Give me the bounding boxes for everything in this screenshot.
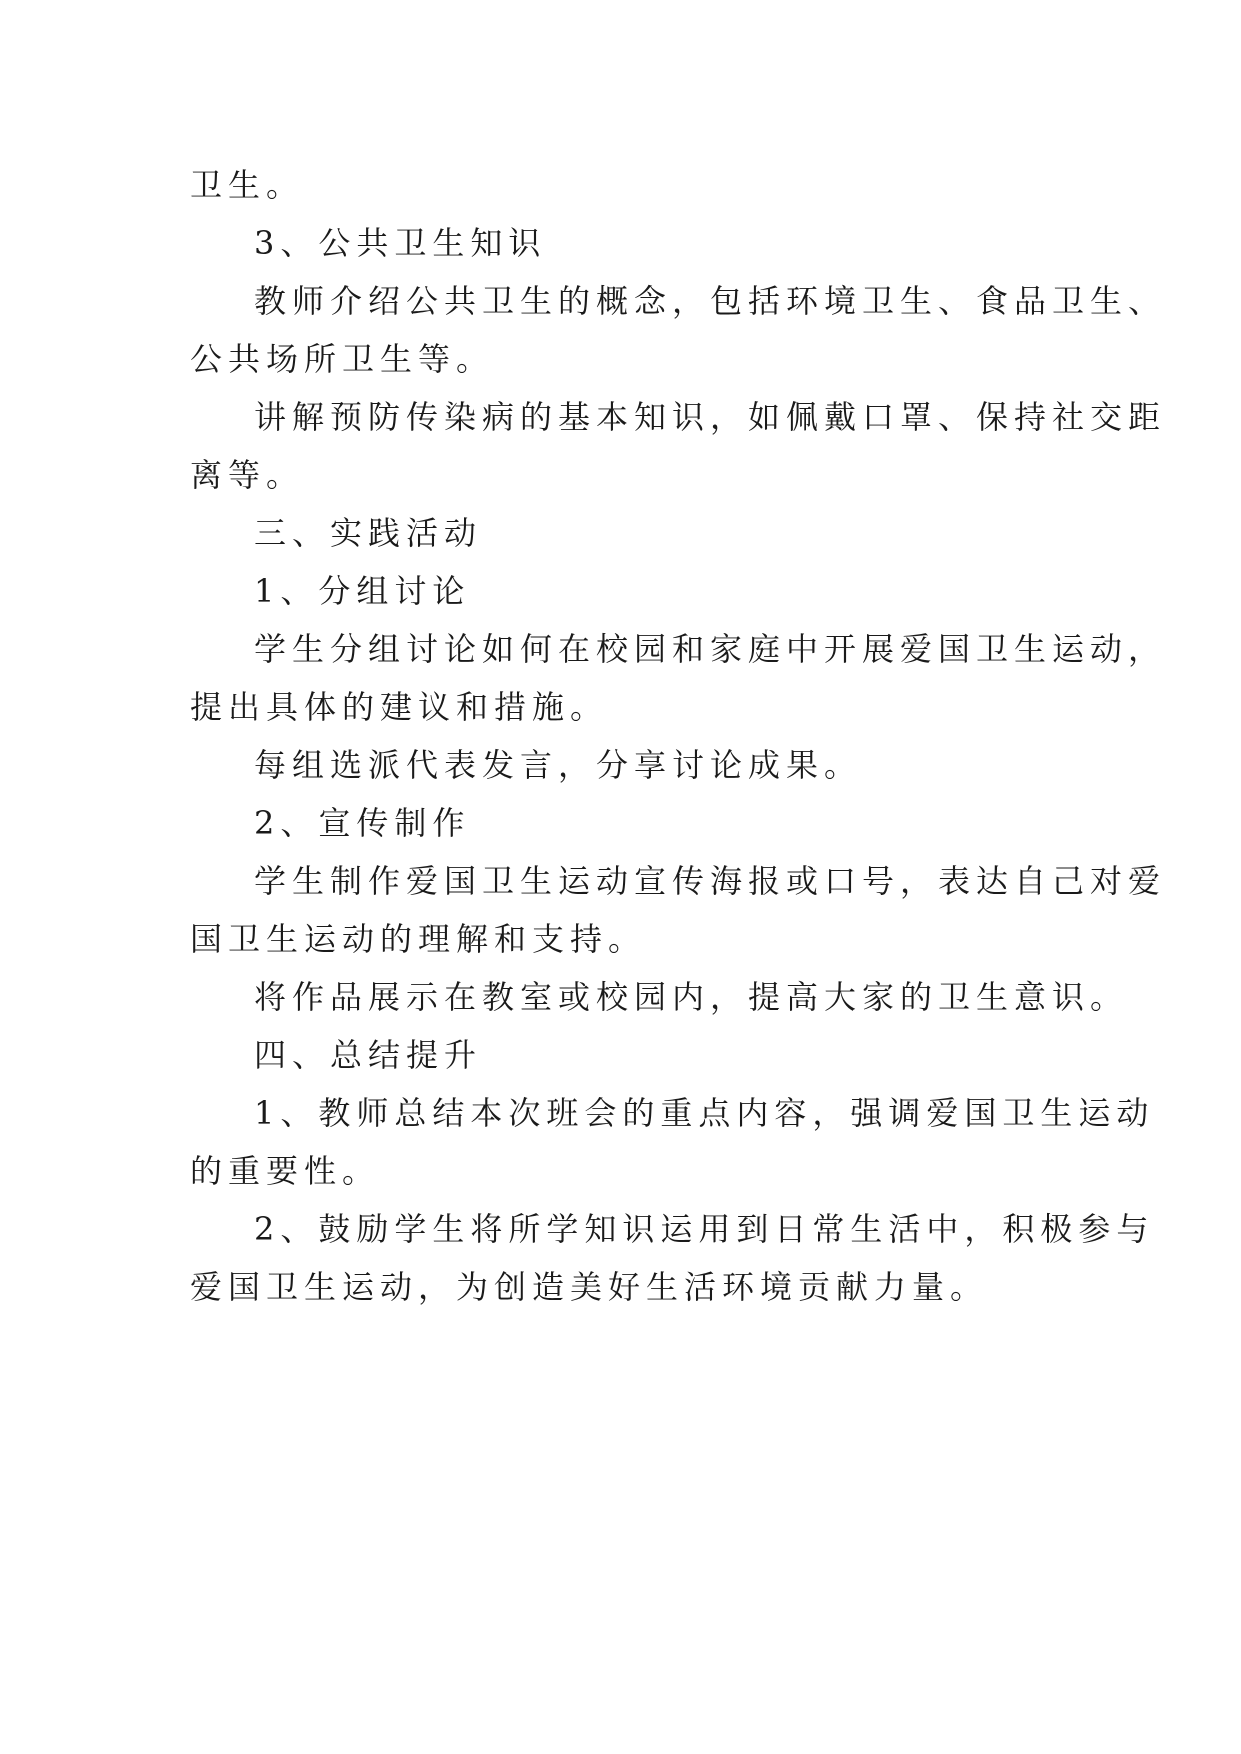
text-line: 1、教师总结本次班会的重点内容，强调爱国卫生运动	[254, 1094, 1155, 1132]
text-line: 1、分组讨论	[254, 572, 471, 610]
text-line: 将作品展示在教室或校园内，提高大家的卫生意识。	[254, 978, 1129, 1016]
text-line: 国卫生运动的理解和支持。	[190, 920, 647, 958]
document-body	[190, 156, 1167, 1316]
text-line: 教师介绍公共卫生的概念，包括环境卫生、食品卫生、	[254, 282, 1167, 320]
text-line: 讲解预防传染病的基本知识，如佩戴口罩、保持社交距	[254, 398, 1167, 436]
text-line: 的重要性。	[190, 1152, 381, 1190]
text-line: 卫生。	[190, 166, 305, 204]
text-line: 公共场所卫生等。	[190, 340, 495, 378]
text-line: 三、实践活动	[254, 514, 483, 552]
text-line: 四、总结提升	[254, 1036, 483, 1074]
text-line: 学生制作爱国卫生运动宣传海报或口号，表达自己对爱	[254, 862, 1167, 900]
text-line: 2、宣传制作	[254, 804, 471, 842]
text-line: 学生分组讨论如何在校园和家庭中开展爱国卫生运动，	[254, 630, 1167, 668]
text-line: 离等。	[190, 456, 305, 494]
text-line: 提出具体的建议和措施。	[190, 688, 609, 726]
text-line: 3、公共卫生知识	[254, 224, 547, 262]
text-line: 每组选派代表发言，分享讨论成果。	[254, 746, 863, 784]
text-line: 爱国卫生运动，为创造美好生活环境贡献力量。	[190, 1268, 989, 1306]
text-line: 2、鼓励学生将所学知识运用到日常生活中，积极参与	[254, 1210, 1155, 1248]
